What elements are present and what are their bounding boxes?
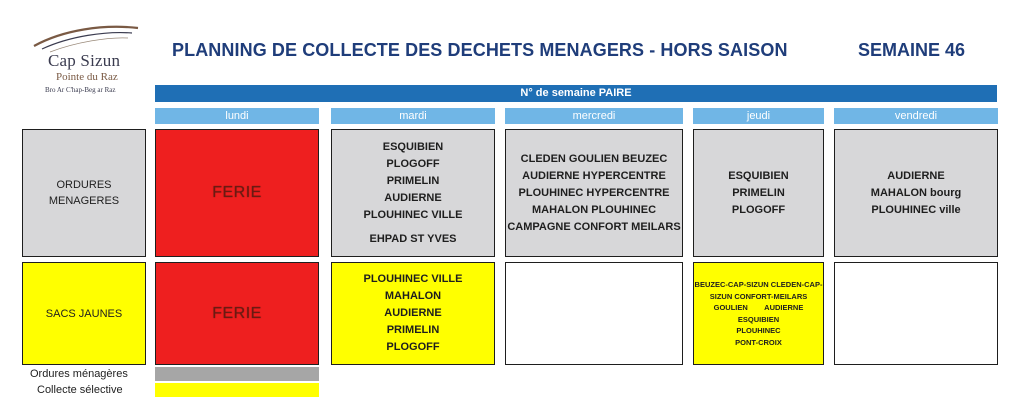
commune: PLOGOFF — [386, 341, 440, 353]
row-label-line: MENAGERES — [48, 195, 120, 207]
commune: PRIMELIN — [386, 324, 440, 336]
commune: CAMPAGNE CONFORT MEILARS — [507, 220, 681, 233]
cell-vendredi-ordures — [834, 129, 998, 257]
logo-tagline: Bro Ar C'hap-Beg ar Raz — [45, 86, 116, 94]
logo-subtitle: Pointe du Raz — [56, 71, 118, 83]
commune: PLOUHINEC — [736, 326, 781, 335]
commune: PLOGOFF — [731, 203, 786, 216]
row-label-sacs-jaunes — [22, 262, 146, 365]
commune: AUDIERNE — [887, 169, 945, 182]
commune: ESQUIBIEN — [737, 314, 780, 324]
legend-swatch-ordures — [155, 367, 319, 381]
commune: MAHALON PLOUHINEC — [531, 203, 657, 216]
cell-vendredi-sacs — [834, 262, 998, 365]
row-label-ordures-menageres — [22, 129, 146, 257]
day-header-jeudi: jeudi — [693, 108, 824, 124]
day-header-lundi: lundi — [155, 108, 319, 124]
legend-label-collecte: Collecte sélective — [37, 384, 123, 396]
commune: PLOUHINEC VILLE — [363, 273, 463, 285]
cell-mardi-ordures — [331, 129, 495, 257]
commune: ESQUIBIEN — [382, 140, 444, 153]
commune: BEUZEC-CAP-SIZUN CLEDEN-CAP- — [694, 280, 823, 289]
commune: PONT-CROIX — [735, 337, 782, 347]
week-parity-bar: N° de semaine PAIRE — [155, 85, 997, 102]
commune: AUDIERNE HYPERCENTRE — [522, 169, 666, 182]
commune: PLOUHINEC VILLE — [363, 208, 463, 221]
cell-mercredi-ordures — [505, 129, 683, 257]
commune: SIZUN CONFORT-MEILARS — [709, 291, 808, 301]
commune: PLOUHINEC ville — [871, 203, 961, 216]
day-header-vendredi: vendredi — [834, 108, 998, 124]
legend-label-ordures: Ordures ménagères — [30, 368, 128, 380]
commune-extra: EHPAD ST YVES — [369, 232, 457, 245]
row-label-line: SACS JAUNES — [45, 307, 123, 320]
day-header-mercredi: mercredi — [505, 108, 683, 124]
logo-name: Cap Sizun — [48, 51, 121, 70]
commune: AUDIERNE — [384, 307, 442, 319]
week-number: SEMAINE 46 — [858, 40, 966, 60]
cell-mercredi-sacs — [505, 262, 683, 365]
commune: PRIMELIN — [386, 174, 440, 187]
commune: MAHALON bourg — [870, 186, 962, 199]
commune: CLEDEN GOULIEN BEUZEC — [520, 152, 668, 165]
legend-swatch-collecte — [155, 383, 319, 397]
commune: ESQUIBIEN — [728, 169, 789, 182]
commune: PRIMELIN — [732, 186, 785, 199]
row-label-line: ORDURES — [56, 179, 112, 191]
cell-lundi-ordures — [155, 129, 319, 257]
commune: PLOUHINEC HYPERCENTRE — [518, 186, 670, 199]
commune: AUDIERNE — [384, 191, 442, 204]
cell-jeudi-sacs — [693, 262, 824, 365]
cell-jeudi-ordures — [693, 129, 824, 257]
cell-lundi-sacs — [155, 262, 319, 365]
ferie-label: FERIE — [212, 304, 262, 322]
logo — [28, 22, 148, 102]
commune: PLOGOFF — [386, 157, 440, 170]
commune: GOULIEN AUDIERNE — [713, 303, 804, 312]
cell-mardi-sacs — [331, 262, 495, 365]
page-title: PLANNING DE COLLECTE DES DECHETS MENAGERS - HORS SAISON — [172, 40, 788, 60]
day-header-mardi: mardi — [331, 108, 495, 124]
ferie-label: FERIE — [212, 184, 262, 201]
commune: MAHALON — [384, 290, 442, 302]
